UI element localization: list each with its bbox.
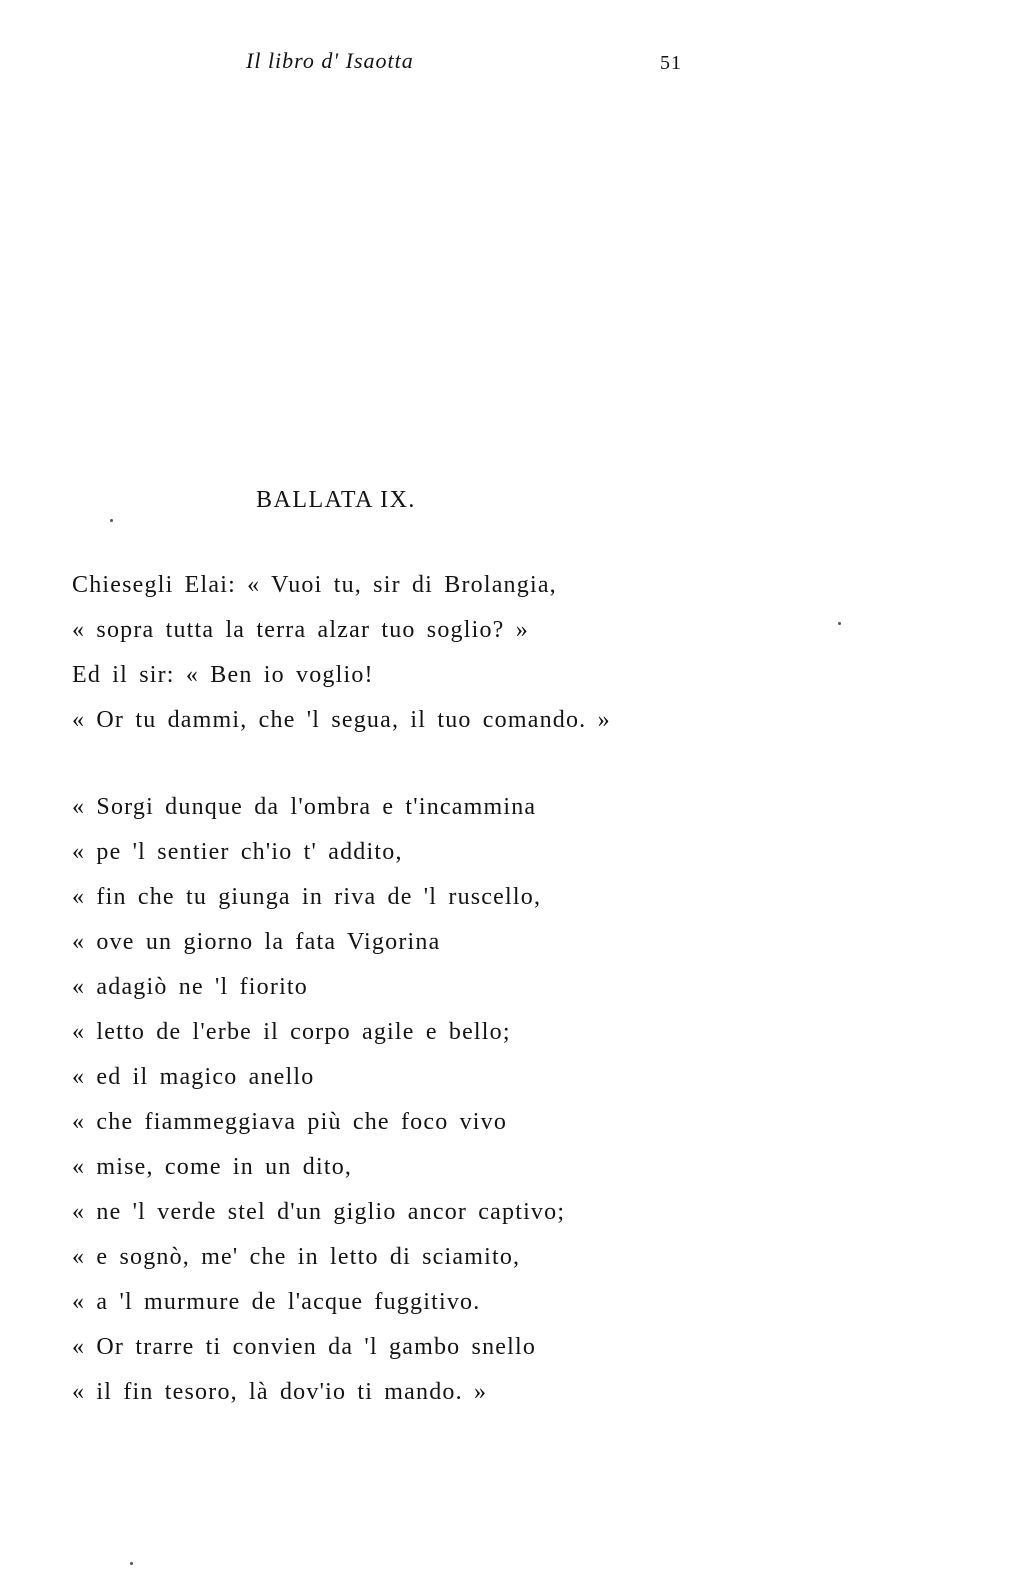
running-title: Il libro d' Isaotta <box>246 48 414 73</box>
stanza <box>72 563 611 743</box>
verse-line: « Sorgi dunque da l'ombra e t'incammina <box>72 794 537 820</box>
stanza <box>72 785 565 1415</box>
poem-title: BALLATA IX. <box>256 487 416 513</box>
verse-line: « letto de l'erbe il corpo agile e bello; <box>72 1019 511 1045</box>
print-speck <box>838 622 841 625</box>
verse-line: « ove un giorno la fata Vigorina <box>72 929 441 955</box>
verse-line: « ed il magico anello <box>72 1064 315 1090</box>
verse-line: « Or trarre ti convien da 'l gambo snello <box>72 1334 537 1360</box>
verse-line: « mise, come in un dito, <box>72 1154 353 1180</box>
verse-line: « sopra tutta la terra alzar tuo soglio? » <box>72 617 529 643</box>
verse-line: « ne 'l verde stel d'un giglio ancor captivo; <box>72 1199 566 1225</box>
verse-line: « e sognò, me' che in letto di sciamito, <box>72 1244 521 1270</box>
verse-line: « Or tu dammi, che 'l segua, il tuo comando. » <box>72 707 611 733</box>
verse-line: « che fiammeggiava più che foco vivo <box>72 1109 508 1135</box>
verse-line: « a 'l murmure de l'acque fuggitivo. <box>72 1289 481 1315</box>
print-speck <box>130 1562 133 1565</box>
verse-line: « il fin tesoro, là dov'io ti mando. » <box>72 1379 488 1405</box>
verse-line: « adagiò ne 'l fiorito <box>72 974 309 1000</box>
verse-line: « pe 'l sentier ch'io t' addito, <box>72 839 403 865</box>
verse-line: Ed il sir: « Ben io voglio! <box>72 662 374 688</box>
verse-line: « fin che tu giunga in riva de 'l ruscello, <box>72 884 542 910</box>
page-number: 51 <box>660 52 682 74</box>
verse-line: Chiesegli Elai: « Vuoi tu, sir di Brolangia, <box>72 572 557 598</box>
print-speck <box>110 519 113 522</box>
